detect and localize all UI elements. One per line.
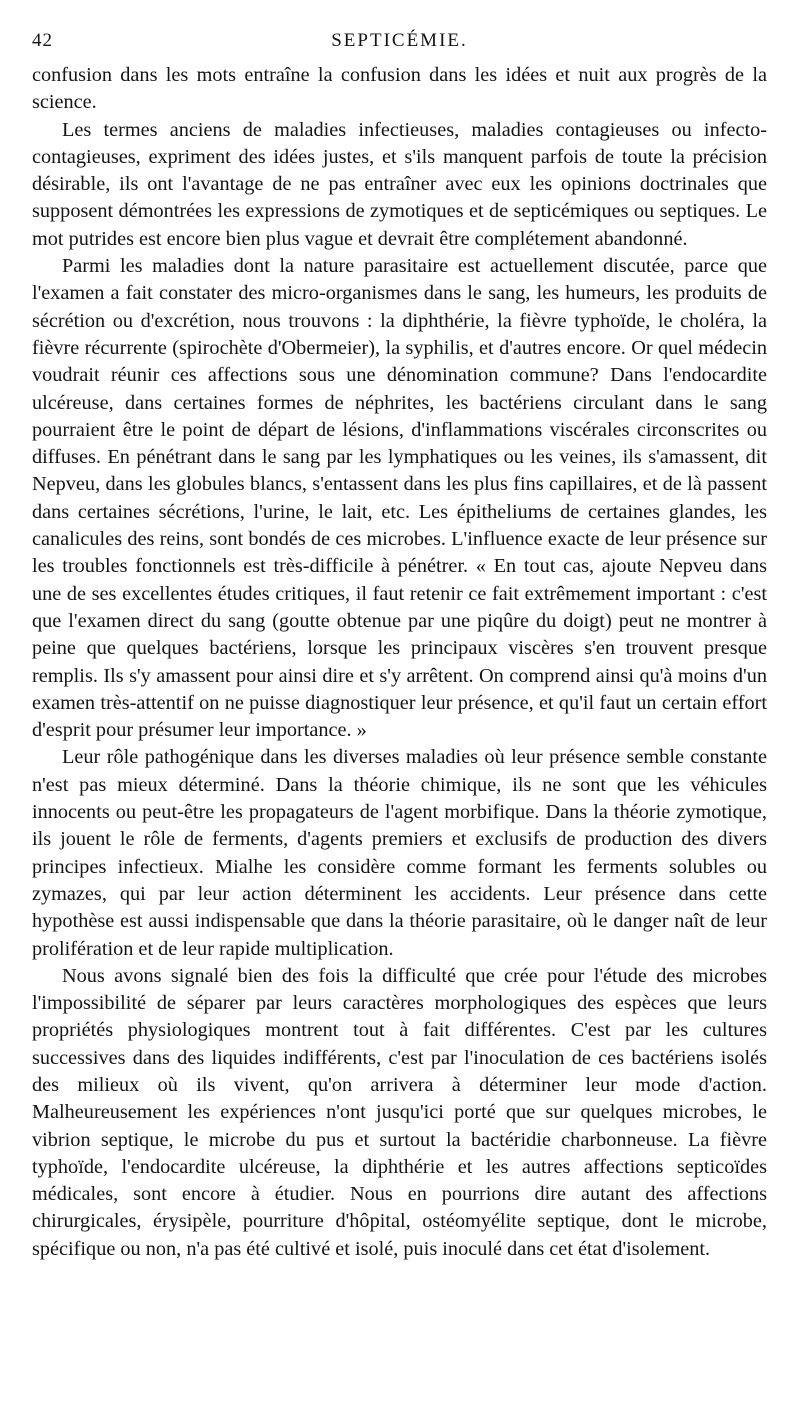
paragraph: Nous avons signalé bien des fois la difficulté que crée pour l'étude des microbes l'impossibilité de séparer par leurs caractères morphologiques des espèces que leurs propriétés physiologiques montrent tout à fait différentes. C'est par les cultures successives dans des liquides indifférents, c'est par l'inoculation de ces bactériens isolés des milieux où ils vivent, qu'on arrivera à déterminer leur mode d'action. Malheureusement les expériences n'ont jusqu'ici porté que sur quelques microbes, le vibrion septique, le microbe du pus et surtout la bactéridie charbonneuse. La fièvre typhoïde, l'endocardite ulcéreuse, la diphthérie et les autres affections septicoïdes médicales, sont encore à étudier. Nous en pourrions dire autant des affections chirurgicales, érysipèle, pourriture d'hôpital, ostéomyélite septique, dont le microbe, spécifique ou non, n'a pas été cultivé et isolé, puis inoculé dans cet état d'isolement.: [32, 964, 767, 1260]
paragraph-continuation: confusion dans les mots entraîne la confusion dans les idées et nuit aux progrès de la science.: [32, 64, 767, 114]
book-page: [32, 22, 767, 1263]
paragraph: Les termes anciens de maladies infectieuses, maladies contagieuses ou infecto-contagieuses, expriment des idées justes, et s'ils manquent parfois de toute la précision désirable, ils ont l'avantage de ne pas entraîner avec eux les opinions doctrinales que supposent démontrées les expressions de zymotiques et de septicémiques ou septiques. Le mot putrides est encore bien plus vague et devrait être complétement abandonné.: [32, 118, 767, 250]
running-head: [32, 22, 767, 56]
paragraph: Leur rôle pathogénique dans les diverses maladies où leur présence semble constante n'est pas mieux déterminé. Dans la théorie chimique, ils ne sont que les véhicules innocents ou peut-être les propagateurs de l'agent morbifique. Dans la théorie zymotique, ils jouent le rôle de ferments, d'agents premiers et exclusifs de production des divers principes infectieux. Mialhe les considère comme formant les ferments solubles ou zymazes, qui par leur action déterminent les accidents. Leur présence dans cette hypothèse est aussi indispensable que dans la théorie parasitaire, où le danger naît de leur prolifération et de leur rapide multiplication.: [32, 746, 767, 960]
running-title: SEPTICÉMIE.: [331, 30, 468, 51]
paragraph: Parmi les maladies dont la nature parasitaire est actuellement discutée, parce que l'examen a fait constater des micro-organismes dans le sang, les humeurs, les produits de sécrétion ou d'excrétion, nous trouvons : la diphthérie, la fièvre typhoïde, le choléra, la fièvre récurrente (spirochète d'Obermeier), la syphilis, et d'autres encore. Or quel médecin voudrait réunir ces affections sous une dénomination commune? Dans l'endocardite ulcéreuse, dans certaines formes de néphrites, les bactériens circulant dans le sang pourraient être le point de départ de lésions, d'inflammations viscérales circonscrites ou diffuses. En pénétrant dans le sang par les lymphatiques ou les veines, ils s'amassent, dit Nepveu, dans les globules blancs, s'entassent dans les plus fins capillaires, et de là passent dans certaines sécrétions, l'urine, le lait, etc. Les épitheliums de certaines glandes, les canalicules des reins, sont bondés de ces microbes. L'influence exacte de leur présence sur les troubles fonctionnels est très-difficile à pénétrer. « En tout cas, ajoute Nepveu dans une de ses excellentes études critiques, il faut retenir ce fait extrêmement important : c'est que l'examen direct du sang (goutte obtenue par une piqûre du doigt) peut ne montrer à peine que quelques bactériens, lorsque les principaux viscères s'en trouvent presque remplis. Ils s'y amassent pour ainsi dire et s'y arrêtent. On comprend ainsi qu'à moins d'un examen très-attentif on ne puisse diagnostiquer leur présence, et qu'il faut un certain effort d'esprit pour présumer leur importance. »: [32, 255, 767, 742]
page-number: 42: [32, 30, 53, 51]
body-text: [32, 62, 767, 1263]
